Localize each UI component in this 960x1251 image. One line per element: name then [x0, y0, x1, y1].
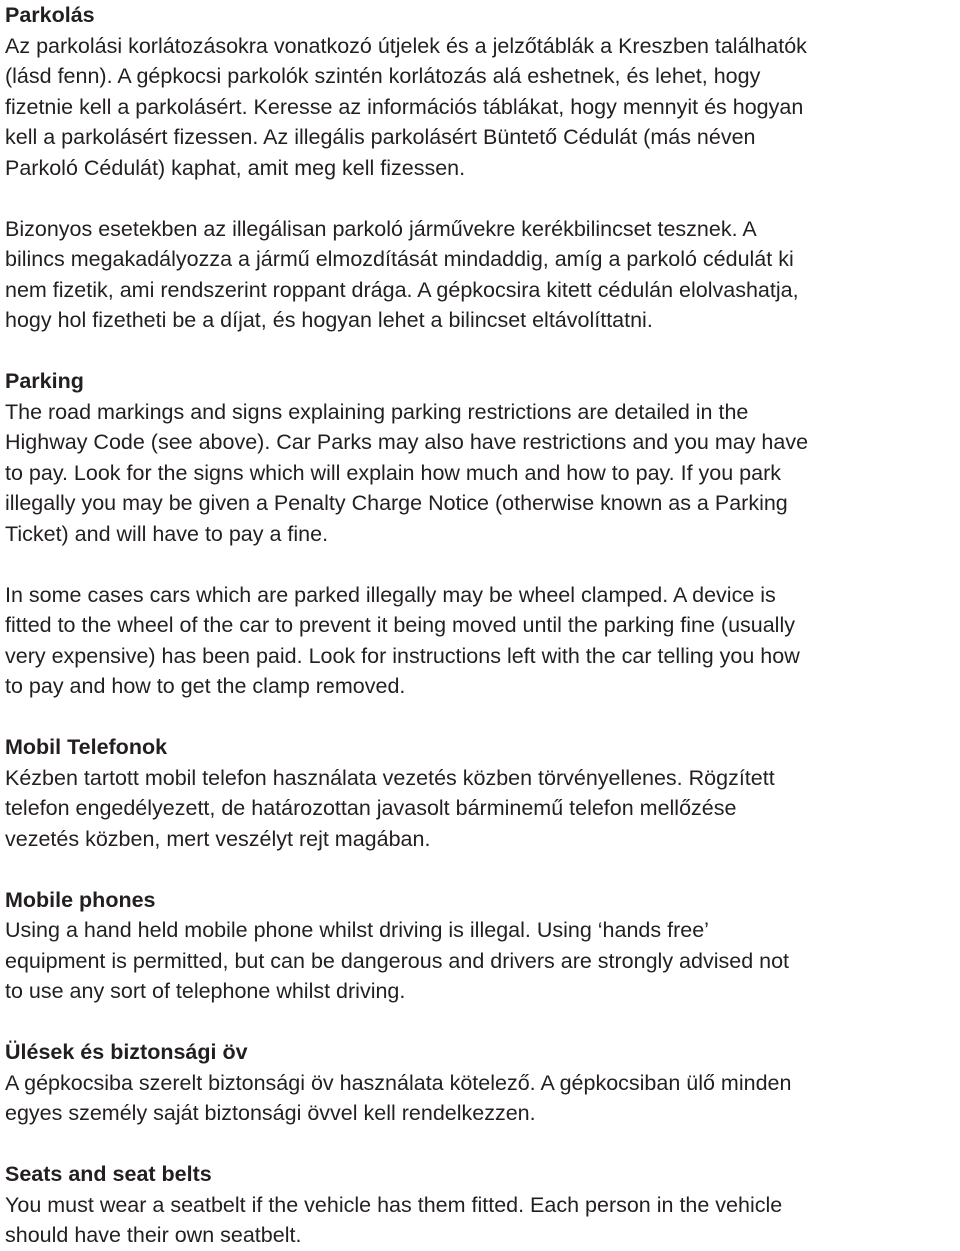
section-mobil-telefonok [5, 732, 960, 854]
section-ulesek-es-biztonsagi-ov [5, 1037, 960, 1129]
paragraph: In some cases cars which are parked illegally may be wheel clamped. A device is fitted to the wheel of the car to prevent it being moved until the parking fine (usually very expensive) has been paid. Look for instructions left with the car telling you how to pay and how to get the clamp removed. [5, 582, 800, 698]
section-heading: Ülések és biztonsági öv [5, 1040, 248, 1064]
section-seats-and-seat-belts [5, 1159, 960, 1251]
section-parking [5, 366, 960, 702]
paragraph: The road markings and signs explaining parking restrictions are detailed in the Highway Code (see above). Car Parks may also have restrictions and you may have to pay. Look for the signs which will explain how much and how to pay. If you park illegally you may be given a Penalty Charge Notice (otherwise known as a Parking Ticket) and will have to pay a fine. [5, 399, 809, 546]
section-heading: Seats and seat belts [5, 1162, 212, 1186]
document-page [5, 0, 960, 1251]
section-mobile-phones [5, 885, 960, 1007]
paragraph-gap [5, 183, 960, 214]
section-gap [5, 1007, 960, 1038]
paragraph: A gépkocsiba szerelt biztonsági öv használata kötelező. A gépkocsiban ülő minden egyes személy saját biztonsági övvel kell rendelkezzen. [5, 1070, 792, 1125]
section-heading: Mobile phones [5, 887, 156, 912]
section-gap [5, 336, 960, 367]
paragraph: Kézben tartott mobil telefon használata vezetés közben törvényellenes. Rögzített telefon engedélyezett, de határozottan javasolt bárminemű telefon mellőzése vezetés közben, mert veszélyt rejt magában. [5, 765, 775, 851]
section-parkolas [5, 0, 960, 336]
paragraph: Bizonyos esetekben az illegálisan parkoló járművekre kerékbilincset tesznek. A bilincs megakadályozza a jármű elmozdítását mindaddig, amíg a parkoló cédulát ki nem fizetik, ami rendszerint roppant drága. A gépkocsira kitett cédulán elolvashatja, hogy hol fizetheti be a díjat, és hogyan lehet a bilincset eltávolíttatni. [5, 216, 799, 332]
section-gap [5, 854, 960, 885]
paragraph: You must wear a seatbelt if the vehicle has them fitted. Each person in the vehicle should have their own seatbelt. [5, 1192, 783, 1247]
section-gap [5, 702, 960, 733]
paragraph: Using a hand held mobile phone whilst driving is illegal. Using ‘hands free’ equipment is permitted, but can be dangerous and drivers are strongly advised not to use any sort of telephone whilst driving. [5, 918, 790, 1003]
section-heading: Parkolás [5, 3, 95, 27]
section-heading: Mobil Telefonok [5, 735, 168, 759]
section-heading: Parking [5, 369, 84, 393]
paragraph: Az parkolási korlátozásokra vonatkozó útjelek és a jelzőtáblák a Kreszben találhatók (lásd fenn). A gépkocsi parkolók szintén korlátozás alá eshetnek, és lehet, hogy fizetnie kell a parkolásért. Keresse az információs táblákat, hogy mennyit és hogyan kell a parkolásért fizessen. Az illegális parkolásért Büntető Cédulát (más néven Parkoló Cédulát) kaphat, amit meg kell fizessen. [5, 33, 807, 180]
paragraph-gap [5, 549, 960, 580]
section-gap [5, 1129, 960, 1160]
